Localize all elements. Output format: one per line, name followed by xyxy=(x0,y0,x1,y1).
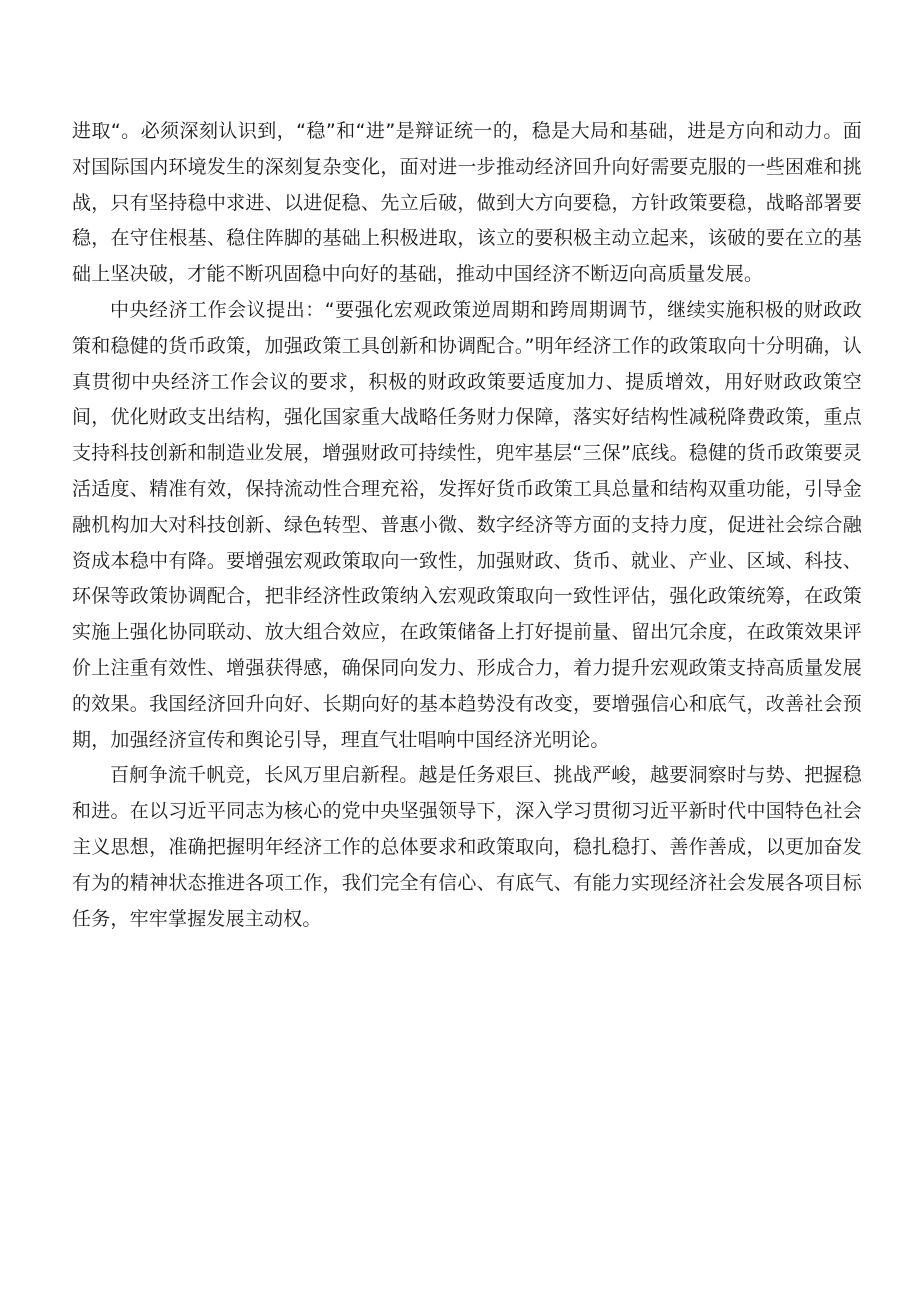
paragraph-2: 中央经济工作会议提出：“要强化宏观政策逆周期和跨周期调节，继续实施积极的财政政策和稳健的货币政策，加强政策工具创新和协调配合。”明年经济工作的政策取向十分明确，认真贯彻中央经济工作会议的要求，积极的财政政策要适度加力、提质增效，用好财政政策空间，优化财政支出结构，强化国家重大战略任务财力保障，落实好结构性减税降费政策，重点支持科技创新和制造业发展，增强财政可持续性，兜牢基层“三保”底线。稳健的货币政策要灵活适度、精准有效，保持流动性合理充裕，发挥好货币政策工具总量和结构双重功能，引导金融机构加大对科技创新、绿色转型、普惠小微、数字经济等方面的支持力度，促进社会综合融资成本稳中有降。要增强宏观政策取向一致性，加强财政、货币、就业、产业、区域、科技、环保等政策协调配合，把非经济性政策纳入宏观政策取向一致性评估，强化政策统筹，在政策实施上强化协同联动、放大组合效应，在政策储备上打好提前量、留出冗余度，在政策效果评价上注重有效性、增强获得感，确保同向发力、形成合力，着力提升宏观政策支持高质量发展的效果。我国经济回升向好、长期向好的基本趋势没有改变，要增强信心和底气，改善社会预期，加强经济宣传和舆论引导，理直气壮唱响中国经济光明论。 xyxy=(72,298,862,751)
paragraph-1: 进取“。必须深刻认识到，“稳”和“进”是辩证统一的，稳是大局和基础，进是方向和动力。面对国际国内环境发生的深刻复杂变化，面对进一步推动经济回升向好需要克服的一些困难和挑战，只有坚持稳中求进、以进促稳、先立后破，做到大方向要稳，方针政策要稳，战略部署要稳，在守住根基、稳住阵脚的基础上积极进取，该立的要积极主动立起来，该破的要在立的基础上坚决破，才能不断巩固稳中向好的基础，推动中国经济不断迈向高质量发展。 xyxy=(72,120,862,286)
paragraph-3: 百舸争流千帆竞，长风万里启新程。越是任务艰巨、挑战严峻，越要洞察时与势、把握稳和进。在以习近平同志为核心的党中央坚强领导下，深入学习贯彻习近平新时代中国特色社会主义思想，准确把握明年经济工作的总体要求和政策取向，稳扎稳打、善作善成，以更加奋发有为的精神状态推进各项工作，我们完全有信心、有底气、有能力实现经济社会发展各项目标任务，牢牢掌握发展主动权。 xyxy=(72,764,862,930)
document-body xyxy=(72,114,862,937)
